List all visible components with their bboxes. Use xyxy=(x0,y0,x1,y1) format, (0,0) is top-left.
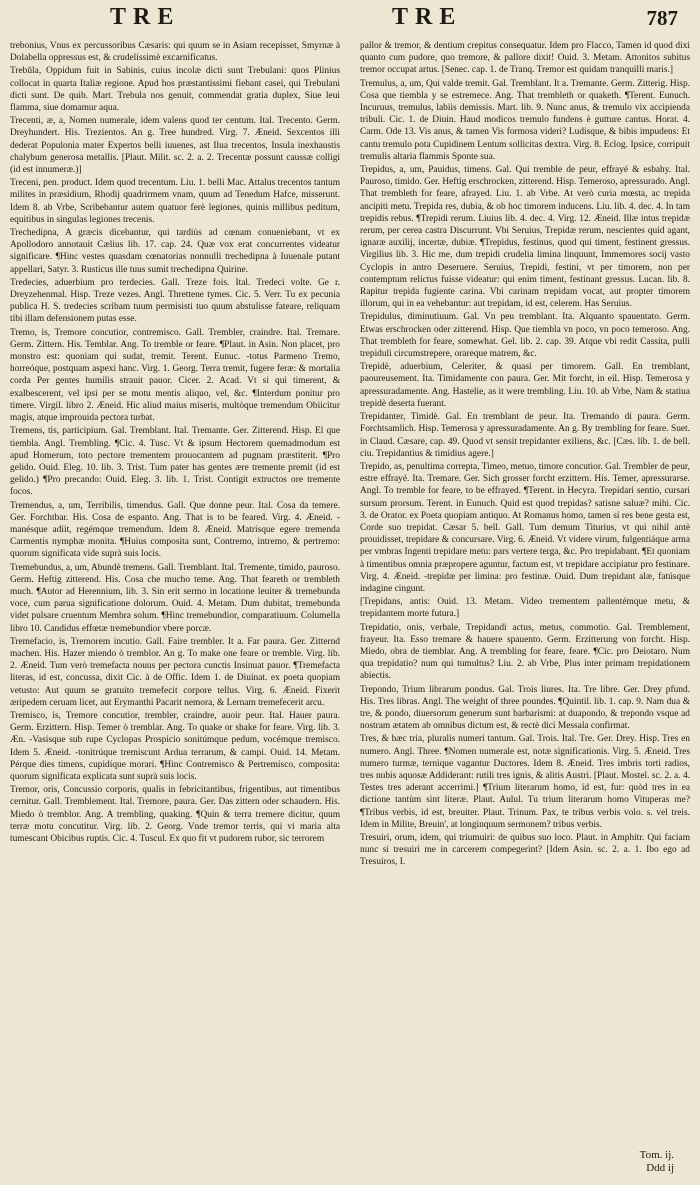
dictionary-entry: Trecenti, æ, a, Nomen numerale, idem valens quod ter centum. Ital. Trecento. Germ. Dreyhundert. His. Trezientos. An g. Tree hundred. Virg. 7. Æneid. Sexcentos illi dederat Populonia mater Expertos belli iuuenes, ast Ilua trecentos, Insula inexhaustis chalybum generosa metallis. [Plaut. Milit. sc. 2. a. 2. Trecentæ possunt caussæ colligi (id est innumeræ.)] xyxy=(10,116,340,176)
dictionary-entry: Tremo, is, Tremore concutior, contremisco. Gall. Trembler, craindre. Ital. Tremare. Germ. Zittern. His. Temblar. Ang. To tremble or feare. ¶Plaut. in Asin. Non placet, pro monstro est: quoniam qui sudat, tremit. Terent. Eunuc. -totus Parmeno Tremo, horreóque, postquam aspexi hanc. Virg. 1. Georg. Terra tremit, fugere feræ: & mortalia corda Per gentes humilis strauit pauor. Cicer. 2. Acad. Vt si qui timerent, & exalbescerent, vel ipsi per se motu mentis aliquo, vel, &c. ¶Interdum ponitur pro timere. Virgil. libro 2. Æneid. Hic aliud maius miseris, multòque tremendum Obiicitur magis, atque improuida pectora turbat. xyxy=(10,327,340,424)
right-column xyxy=(360,40,690,1140)
dictionary-entry: Trepidatio, onis, verbale, Trepidandi actus, metus, commotio. Gal. Tremblement, frayeur. Ita. Esso tremare & hauere spauento. Germ. Erzitterung von forcht. Hisp. Miedo, obra de tiemblar. Ang. A trembling for feare, feare. ¶Cic. pro Deiotaro. Num qua trepidatio? num qui tumultus? Liu. 2. ab Vrbe, Plus inter primam trepidationem abiectis. xyxy=(360,622,690,682)
dictionary-entry: pallor & tremor, & dentium crepitus consequatur. Idem pro Flacco, Tamen id quod dixi quanto cum pudore, quo tremore, & pallore dixit! Ouid. 3. Metam. Attonitos subitus tremor occupat artus. [Senec. cap. 1. de Tranq. Tremor est quidam tranquilli maris.] xyxy=(360,41,690,76)
dictionary-entry: Trepidanter, Timidè. Gal. En tremblant de peur. Ita. Tremando di paura. Germ. Forchtsamlich. Hisp. Temerosa y apressuradamente. An g. By trembling for feare. Suet. in Claud. Cæsare, cap. 49. Quod vt sensit trepidanter exiliens, &c. [Cæs. lib. 1. de bell. ciu. Trepidantius & timidius agere.] xyxy=(360,412,690,459)
gathering-signature: Ddd ij xyxy=(646,1162,674,1174)
left-column xyxy=(10,40,340,1170)
right-running-title: TRE xyxy=(392,4,463,30)
dictionary-entry: Tremulus, a, um, Qui valde tremit. Gal. Tremblant. It a. Tremante. Germ. Zitterig. Hisp. Cosa que tiembla y se estremece. Ang. That trembleth or quaketh. ¶Terent. Eunuch. Incuruus, tremulus, labiis demissis. Mart. lib. 9. Nunc anus, & tremulo vix accipienda tribuli. Cic. 1. de Diuin. Haud modicos tremulo fundens è gutture cantus. Horat. 4. Carm. Ode 13. Vis anus, & tamen Vis formosa videri? Ludisque, & bibis impudens: Et cantu tremulo pota Cupidinem Lentum sollicitas dextra. Virg. 8. Eclog. Ipsice, corripuit tremulis altaria flammis Sponte sua. xyxy=(360,78,690,162)
dictionary-entry: Tremendus, a, um, Terribilis, timendus. Gall. Que donne peur. Ital. Cosa da temere. Ger. Forchtbar. His. Cosa de espanto. Ang. That is to be feared. Virg. 4. Æneid. -manésque adiit, regémque tremendum. Idem 8. Æneid. Matrísque egere tremenda Carmentis nymphæ monita. ¶Huius composita sunt, Contremo, intremo, & pertremo: quorum significata vide suprà suis locis. xyxy=(10,500,340,560)
dictionary-entry: Trepidulus, diminutiuum. Gal. Vn peu tremblant. Ita. Alquanto spauentato. Germ. Etwas erschrocken oder zitterend. Hisp. Que tiembla vn poco, vn poco temeroso. Ang. That trembleth for feare, somewhat. Gel. lib. 2. cap. 39. Atque vbi redit Cassita, pulli trepiduli circumstrepere, orareque matrem, &c. xyxy=(360,312,690,360)
signature-mark xyxy=(640,1149,674,1175)
dictionary-entry: Tremor, oris, Concussio corporis, qualis in febricitantibus, frigentibus, aut timentibus cernitur. Gall. Tremblement. Ital. Tremore, paura. Ger. Das zittern oder schaudern. His. Miedo ò tremblor. Ang. A trembling, quaking. ¶Quin & terra tremere dicitur, quum terræ motu concutitur. Virg. lib. 2. Georg. Vnde tremor terris, qui vi maria alta tumescant Obicibus ruptis. Cic. 4. Tuscul. Ex quo fit vt pudorem rubor, sic terrorem xyxy=(10,785,340,844)
volume-signature: Tom. ij. xyxy=(639,1149,674,1161)
dictionary-entry: Trebŭla, Oppidum fuit in Sabinis, cuius incolæ dicti sunt Trebulani: quos Plinius collocat in quarta Italiæ regione. Apud hos præstantissimi fiebant casei, qui Trebulani dicti sunt. De quib. Mart. Trebula nos genuit, commendat gratia duplex, Siue leui flamma, siue domamur aqua. xyxy=(10,66,340,114)
dictionary-entry: trebonius, Vnus ex percussoribus Cæsaris: qui quum se in Asiam recepisset, Smyrnæ à Dolabella oppressus est, & crudelissimè excarnificatus. xyxy=(10,41,340,64)
dictionary-entry: Tremefacio, is, Tremorem incutio. Gall. Faire trembler. It a. Far paura. Ger. Zitternd machen. His. Hazer miendo ò tremblor. An g. To make one feare or tremble. Virg. lib. 2. Æneid. Tum verò tremefacta nouus per pectora cunctis Insinuat pauor. ¶Tremefacta literas, id est, concussa, dixit Cic. à de Offic. Idem 1. de Diuinat. ex poeta quopiam vetusto: Aut quum se gratuito tremefecit corpore tellus. Virg. 6. Æneid. Fixerit æripedem ceruam licet, aut Erymanthi Pacarit nemora, & Lernam tremefecerit arcu. xyxy=(10,636,340,708)
dictionary-entry: Trepidus, a, um, Pauidus, timens. Gal. Qui tremble de peur, effrayé & esbahy. Ital. Pauroso, timido. Ger. Heftig erschrocken, zitterend. Hisp. Temeroso, apressurado. Angl. That trembleth for feare, afrayed. Liu. 1. ab Vrbe. At verò curia mœsta, ac trepida ancipiti metu. Trepida res, dubia, & ob hoc timorem inducens. Liu. lib. 4. dec. 4. In tam trepidis rebus. ¶Trepidi rerum. Liuius lib. 4. dec. 4. Virg. 12. Æneid. Illæ intus trepidæ rerum, per cerea castra Discurrunt. Vbi Seruius, Trepidæ rerum, nescientes quid agant, ignaræ auxilij, incertæ, dubiæ. ¶Trepidus, festinus, quod qui timent, festinent gressus. Virgilius lib. 3. Hic me, dum trepidi crudelia limina linquunt, Immemores socij vasto Cyclopis in antro Deseruere. Seruius, Trepidi, festini, vt per timorem, non per contemptum relictus fuisse videatur: qui enim timent, festinant gressus. Lucan. lib. 8. Rapitur trepida fugiente carina. Vbi carinam trepidam vocat, aut propter timorem illorum, qui in ea vehebantur: aut trepidam, id est, celerem. Has Seruius. xyxy=(360,165,690,310)
dictionary-entry: Tremens, tis, participium. Gal. Tremblant. Ital. Tremante. Ger. Zitterend. Hisp. El que tiembla. Angl. Trembling. ¶Cic. 4. Tusc. Vt & ipsum Hectorem quemadmodum est apud Homerum, toto pectore trementem prouocantem ad pugnam præstiterit. ¶Pro gelido. Ouid. Eleg. 10. lib. 3. Trist. Tum pater has gentes ære tremente premit (id est gelido.) ¶Pro precando: Ouid. Eleg. 3. lib. 1. Trist. Contigit extructos ore tremente focos. xyxy=(10,426,340,498)
dictionary-entry: Treceni, pen. product. Idem quod trecentum. Liu. 1. belli Mac. Attalus trecentos tantum milites in præsidium, Rhodij quadrirmem vnam, quum ad Tenedum Hafce, misserunt. Idem 8. ab Vrbe, Scribebantur autem quatuor ferè legiones, quinis millibus peditum, equitibus in singulas legiones trecenis. xyxy=(10,178,340,225)
dictionary-entry: Trepondo, Trium librarum pondus. Gal. Trois liures. Ita. Tre libre. Ger. Drey pfund. His. Tres libras. Angl. The weight of three poundes. ¶Quintil. lib. 1. cap. 9. Nam dua & tre, & pondo, diuersorum generum sunt barbarismi: at duapondo, & trepondo vsque ad nostram ætatem ab omnibus dictum est, & rectè dici Messala confirmat. xyxy=(360,684,690,732)
dictionary-entry: Tres, & hæc tria, pluralis numeri tantum. Gal. Trois. Ital. Tre. Ger. Drey. Hisp. Tres en numero. Angl. Three. ¶Nomen numerale est, notæ significationis. Virg. 5. Æneid. Tres numero turmæ, ternique vagantur Ductores. Idem 8. Æneid. Tres imbris torti radios, tres nubis aquosæ Addiderant: rutili tres ignis, & alitis Austri. [Plaut. Mostel. sc. 2. a. 4. Testes tres aderant accerrimi.] ¶Trium literarum homo, id est, fur: quòd tres in ea dictione tantùm sint literæ. Plaut. Aulul. Tu trium literarum homo Vituperas me? ¶Tribus verbis, id est, breuiter. Plaut. Trinum. Pax, te tribus verbis volo. s. vel treis. Idem in Milite, Breuin', at longinquum sermonem? tribus verbis. xyxy=(360,734,690,830)
dictionary-entry: [Trepidans, antis: Ouid. 13. Metam. Video trementem pallentémque metu, & trepidantem morte futura.] xyxy=(360,597,690,620)
dictionary-entry: Tremisco, is, Tremore concutior, trembler, craindre, auoir peur. Ital. Hauer paura. Germ. Erzittern. Hisp. Temer ò tremblar. Ang. To quake or shake for feare. Virg. lib. 3. Æn. -Vasisque sub rupe Cyclopas Prospicio sonitúmque pedum, vocémque tremisco. Idem 5. Æneid. -tonitrúque tremiscunt Ardua terrarum, & campi. Ouid. 14. Metam. Pérque dies timens, cupidíque morari. ¶Hinc Contremisco & Pertremisco, composita: quorum significata explicata sunt suprà suis locis. xyxy=(10,710,340,782)
left-running-title: TRE xyxy=(110,4,181,30)
dictionary-entry: Tremebundus, a, um, Abundè tremens. Gall. Tremblant. Ital. Tremente, timido, pauroso. Germ. Heftig zitterend. His. Cosa che mucho teme. Ang. That feareth or trembleth much. ¶Autor ad Herennium, lib. 3. Sin erit sermo in locatione leuiter & tremebunda voce, cum parua significatione dolorum. Ouid. 4. Metam. Dum dubitat, tremebunda videt pulsare cruentum Membra solum. ¶Hinc tremebundior, comparatiuum. Columella libro 10. Candidus effœtæ tremebundior vbere porcæ. xyxy=(10,562,340,634)
dictionary-entry: Tredecies, aduerbium pro terdecies. Gall. Treze fois. Ital. Tredeci volte. Ge r. Dreyzehenmal. Hisp. Treze vezes. Angl. Threttene tymes. Cic. 5. Verr. Tu ex pecunia publica H. S. tredecies scribam tuum permisisti tuo quum abstulisse fateare, reliquam tibi illam defensionem putas esse. xyxy=(10,277,340,325)
dictionary-entry: Tresuiri, orum, idem, qui triumuiri: de quibus suo loco. Plaut. in Amphitr. Qui faciam nunc si tresuiri me in carcerem compegerint? [Idem Asin. sc. 2. a. 1. Ibo ego ad Tresuiros, I. xyxy=(360,833,690,868)
running-header xyxy=(0,4,700,34)
dictionary-entry: Trepido, as, penultima correpta, Timeo, metuo, timore concutior. Gal. Trembler de peur, estre effrayé. Ita. Tremare. Ger. Sich grosser forcht erzittern. His. Temer, apressurarse. Angl. To tremble for feare, to be effrayed. ¶Terent. in Hecyra. Trepidari sentio, cursari sursum prorsum. Terent. in Eunuch. Quid est quod trepidas? satisne saluæ? mihi. Cic. 3. de Orator. ex Poeta quopiam antiquo. At Romanus homo, tamen si res bene gesta est, Corde suo trepidat. Cæsar 5. bell. Gall. Tum demum Titurius, vt qui nihil antè prouidisset, trepidare & concursare. Virg. 6. Æneid. Vt videre virum, fulgentiáque arma per vmbras Ingenti trepidare metu: pars vertere terga, &c. Pro trepidabant. ¶Et quoniam à timentibus omnia præpropere aguntur, factum est, vt trepidare accipiatur pro festinare. Virg. 4. Æneid. -trepidæ per limina: pro festinæ. Ouid. Dum trepidant alæ, fatúsque indagine cingunt. xyxy=(360,461,690,594)
page-number: 787 xyxy=(646,6,678,30)
dictionary-entry: Trechedipna, A græcis dicebantur, qui tardiùs ad cœnam conueniebant, vt ex Apollodoro annotauit Cælius lib. 17. cap. 24. Quæ vox erat concurrentes videatur significare. ¶Hinc vestes quasdam cœnatorias nonnulli trechedipna à Iuuenale putant appellari, Satyr. 3. Rusticus ille tuus sumit trechedipna Quirine. xyxy=(10,228,340,275)
dictionary-entry: Trepidè, aduerbium, Celeriter, & quasi per timorem. Gall. En tremblant, paoureusement. Ita. Timidamente con paura. Ger. Mit forcht, in eil. Hisp. Temerosa y apressuradamente. Ang. Hastelie, as it were trembling. Liu. 10. ab Vrbe, Nam & statiua trepidè deserta fuerant. xyxy=(360,362,690,409)
